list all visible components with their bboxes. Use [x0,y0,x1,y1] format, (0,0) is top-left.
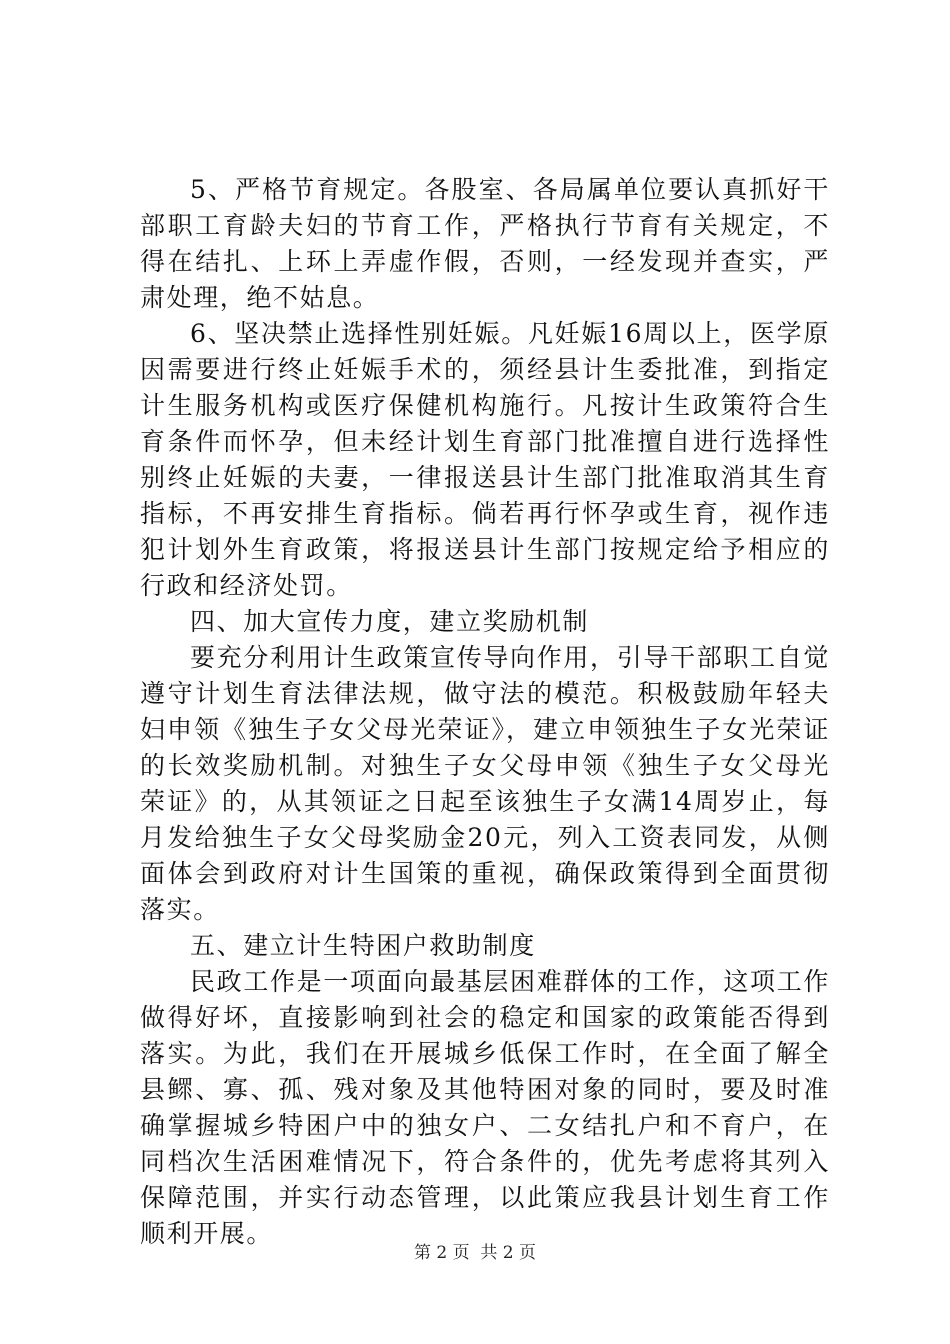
page-footer [0,1242,950,1264]
page-number-label: 第 2 页 共 2 页 [413,1243,537,1263]
paragraph-publicity-rewards: 要充分利用计生政策宣传导向作用，引导干部职工自觉遵守计划生育法律法规，做守法的模范。积极鼓励年轻夫妇申领《独生子女父母光荣证》，建立申领独生子女光荣证的长效奖励机制。对独生子女父母申领《独生子女父母光荣证》的，从其领证之日起至该独生子女满14周岁止，每月发给独生子女父母奖励金20元，列入工资表同发，从侧面体会到政府对计生国策的重视，确保政策得到全面贯彻落实。 [140,643,830,924]
document-body [140,172,830,1252]
paragraph-strict-birth-control: 5、严格节育规定。各股室、各局属单位要认真抓好干部职工育龄夫妇的节育工作，严格执行节育有关规定，不得在结扎、上环上弄虚作假，否则，一经发现并查实，严肃处理，绝不姑息。 [140,175,830,312]
paragraph-ban-sex-selection: 6、坚决禁止选择性别妊娠。凡妊娠16周以上，医学原因需要进行终止妊娠手术的，须经县计生委批准，到指定计生服务机构或医疗保健机构施行。凡按计生政策符合生育条件而怀孕，但未经计划生育部门批准擅自进行选择性别终止妊娠的夫妻，一律报送县计生部门批准取消其生育指标，不再安排生育指标。倘若再行怀孕或生育，视作违犯计划外生育政策，将报送县计生部门按规定给予相应的行政和经济处罚。 [140,319,830,600]
paragraph-hardship-relief: 民政工作是一项面向最基层困难群体的工作，这项工作做得好坏，直接影响到社会的稳定和国家的政策能否得到落实。为此，我们在开展城乡低保工作时，在全面了解全县鳏、寡、孤、残对象及其他特困对象的同时，要及时准确掌握城乡特困户中的独女户、二女结扎户和不育户，在同档次生活困难情况下，符合条件的，优先考虑将其列入保障范围，并实行动态管理，以此策应我县计划生育工作顺利开展。 [140,967,830,1248]
section-heading-hardship-relief: 五、建立计生特困户救助制度 [190,931,536,960]
section-heading-publicity-rewards: 四、加大宣传力度，建立奖励机制 [190,607,590,636]
